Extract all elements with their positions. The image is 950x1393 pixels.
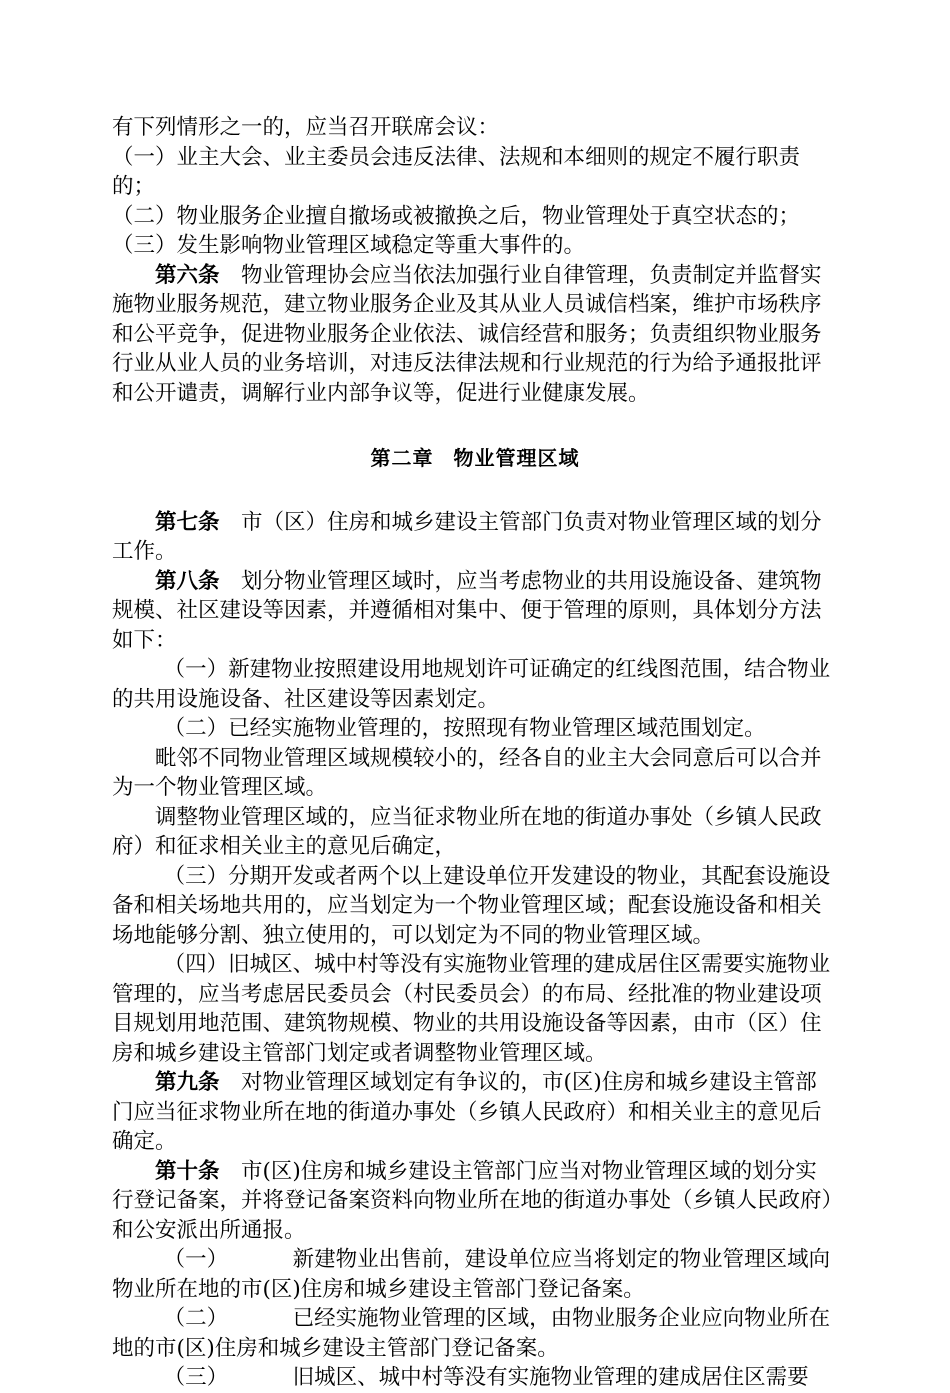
paragraph: （四）旧城区、城中村等没有实施物业管理的建成居住区需要实施物业管理的，应当考虑居民委员会（村民委员会）的布局、经批准的物业建设项目规划用地范围、建筑物规模、物业的共用设施设备等因素，由市（区）住房和城乡建设主管部门划定或者调整物业管理区域。 xyxy=(112,952,831,1066)
item-text: 旧城区、城中村等没有实施物业管理的建成居住区需要 xyxy=(292,1365,809,1390)
article-10 xyxy=(112,1157,838,1246)
item-label: （二） xyxy=(163,1306,229,1331)
list-item xyxy=(112,1245,838,1304)
document-body xyxy=(112,113,838,1393)
chapter-heading xyxy=(112,444,838,474)
list-item xyxy=(112,1304,838,1363)
article-7 xyxy=(112,508,838,567)
article-number: 第九条 xyxy=(155,1070,220,1095)
paragraph: （三）发生影响物业管理区域稳定等重大事件的。 xyxy=(112,233,586,258)
item-text: 已经实施物业管理的区域，由物业服务企业应向物业所在地的市(区)住房和城乡建设主管部门登记备案。 xyxy=(112,1306,831,1361)
article-text: 物业管理协会应当依法加强行业自律管理，负责制定并监督实施物业服务规范，建立物业服务企业及其从业人员诚信档案，维护市场秩序和公平竞争，促进物业服务企业依法、诚信经营和服务；负责组织物业服务行业从业人员的业务培训，对违反法律法规和行业规范的行为给予通报批评和公开谴责，调解行业内部争议等，促进行业健康发展。 xyxy=(112,262,822,406)
article-number: 第七条 xyxy=(155,509,220,535)
article-6 xyxy=(112,261,838,409)
list-item xyxy=(112,1363,838,1393)
article-text: 市(区)住房和城乡建设主管部门应当对物业管理区域的划分实行登记备案，并将登记备案资料向物业所在地的街道办事处（乡镇人民政府）和公安派出所通报。 xyxy=(112,1158,833,1243)
paragraph: （二）已经实施物业管理的，按照现有物业管理区域范围划定。 xyxy=(163,716,766,741)
paragraph: 毗邻不同物业管理区域规模较小的，经各自的业主大会同意后可以合并为一个物业管理区域。 xyxy=(112,745,822,800)
paragraph: （一）业主大会、业主委员会违反法律、法规和本细则的规定不履行职责的； xyxy=(112,144,801,199)
article-number: 第八条 xyxy=(155,568,220,594)
item-text: 新建物业出售前，建设单位应当将划定的物业管理区域向物业所在地的市(区)住房和城乡建设主管部门登记备案。 xyxy=(112,1247,831,1302)
item-label: （一） xyxy=(163,1247,229,1272)
chapter-title: 物业管理区域 xyxy=(453,446,580,470)
paragraph: （二）物业服务企业擅自撤场或被撤换之后，物业管理处于真空状态的； xyxy=(112,203,801,229)
article-text: 对物业管理区域划定有争议的，市(区)住房和城乡建设主管部门应当征求物业所在地的街道办事处（乡镇人民政府）和相关业主的意见后确定。 xyxy=(112,1070,822,1154)
article-8 xyxy=(112,567,838,656)
paragraph: 调整物业管理区域的，应当征求物业所在地的街道办事处（乡镇人民政府）和征求相关业主的意见后确定， xyxy=(112,804,822,859)
paragraph: （一）新建物业按照建设用地规划许可证确定的红线图范围，结合物业的共用设施设备、社区建设等因素划定。 xyxy=(112,657,831,712)
article-text: 市（区）住房和城乡建设主管部门负责对物业管理区域的划分工作。 xyxy=(112,509,822,564)
article-number: 第六条 xyxy=(155,262,220,288)
chapter-number: 第二章 xyxy=(370,446,434,470)
item-label: （三） xyxy=(163,1365,229,1390)
paragraph: 有下列情形之一的，应当召开联席会议： xyxy=(112,115,500,140)
article-number: 第十条 xyxy=(155,1158,220,1184)
article-9 xyxy=(112,1068,838,1157)
article-text: 划分物业管理区域时，应当考虑物业的共用设施设备、建筑物规模、社区建设等因素，并遵循相对集中、便于管理的原则，具体划分方法如下： xyxy=(112,568,822,653)
paragraph: （三）分期开发或者两个以上建设单位开发建设的物业，其配套设施设备和相关场地共用的，应当划定为一个物业管理区域；配套设施设备和相关场地能够分割、独立使用的，可以划定为不同的物业管理区域。 xyxy=(112,863,831,948)
